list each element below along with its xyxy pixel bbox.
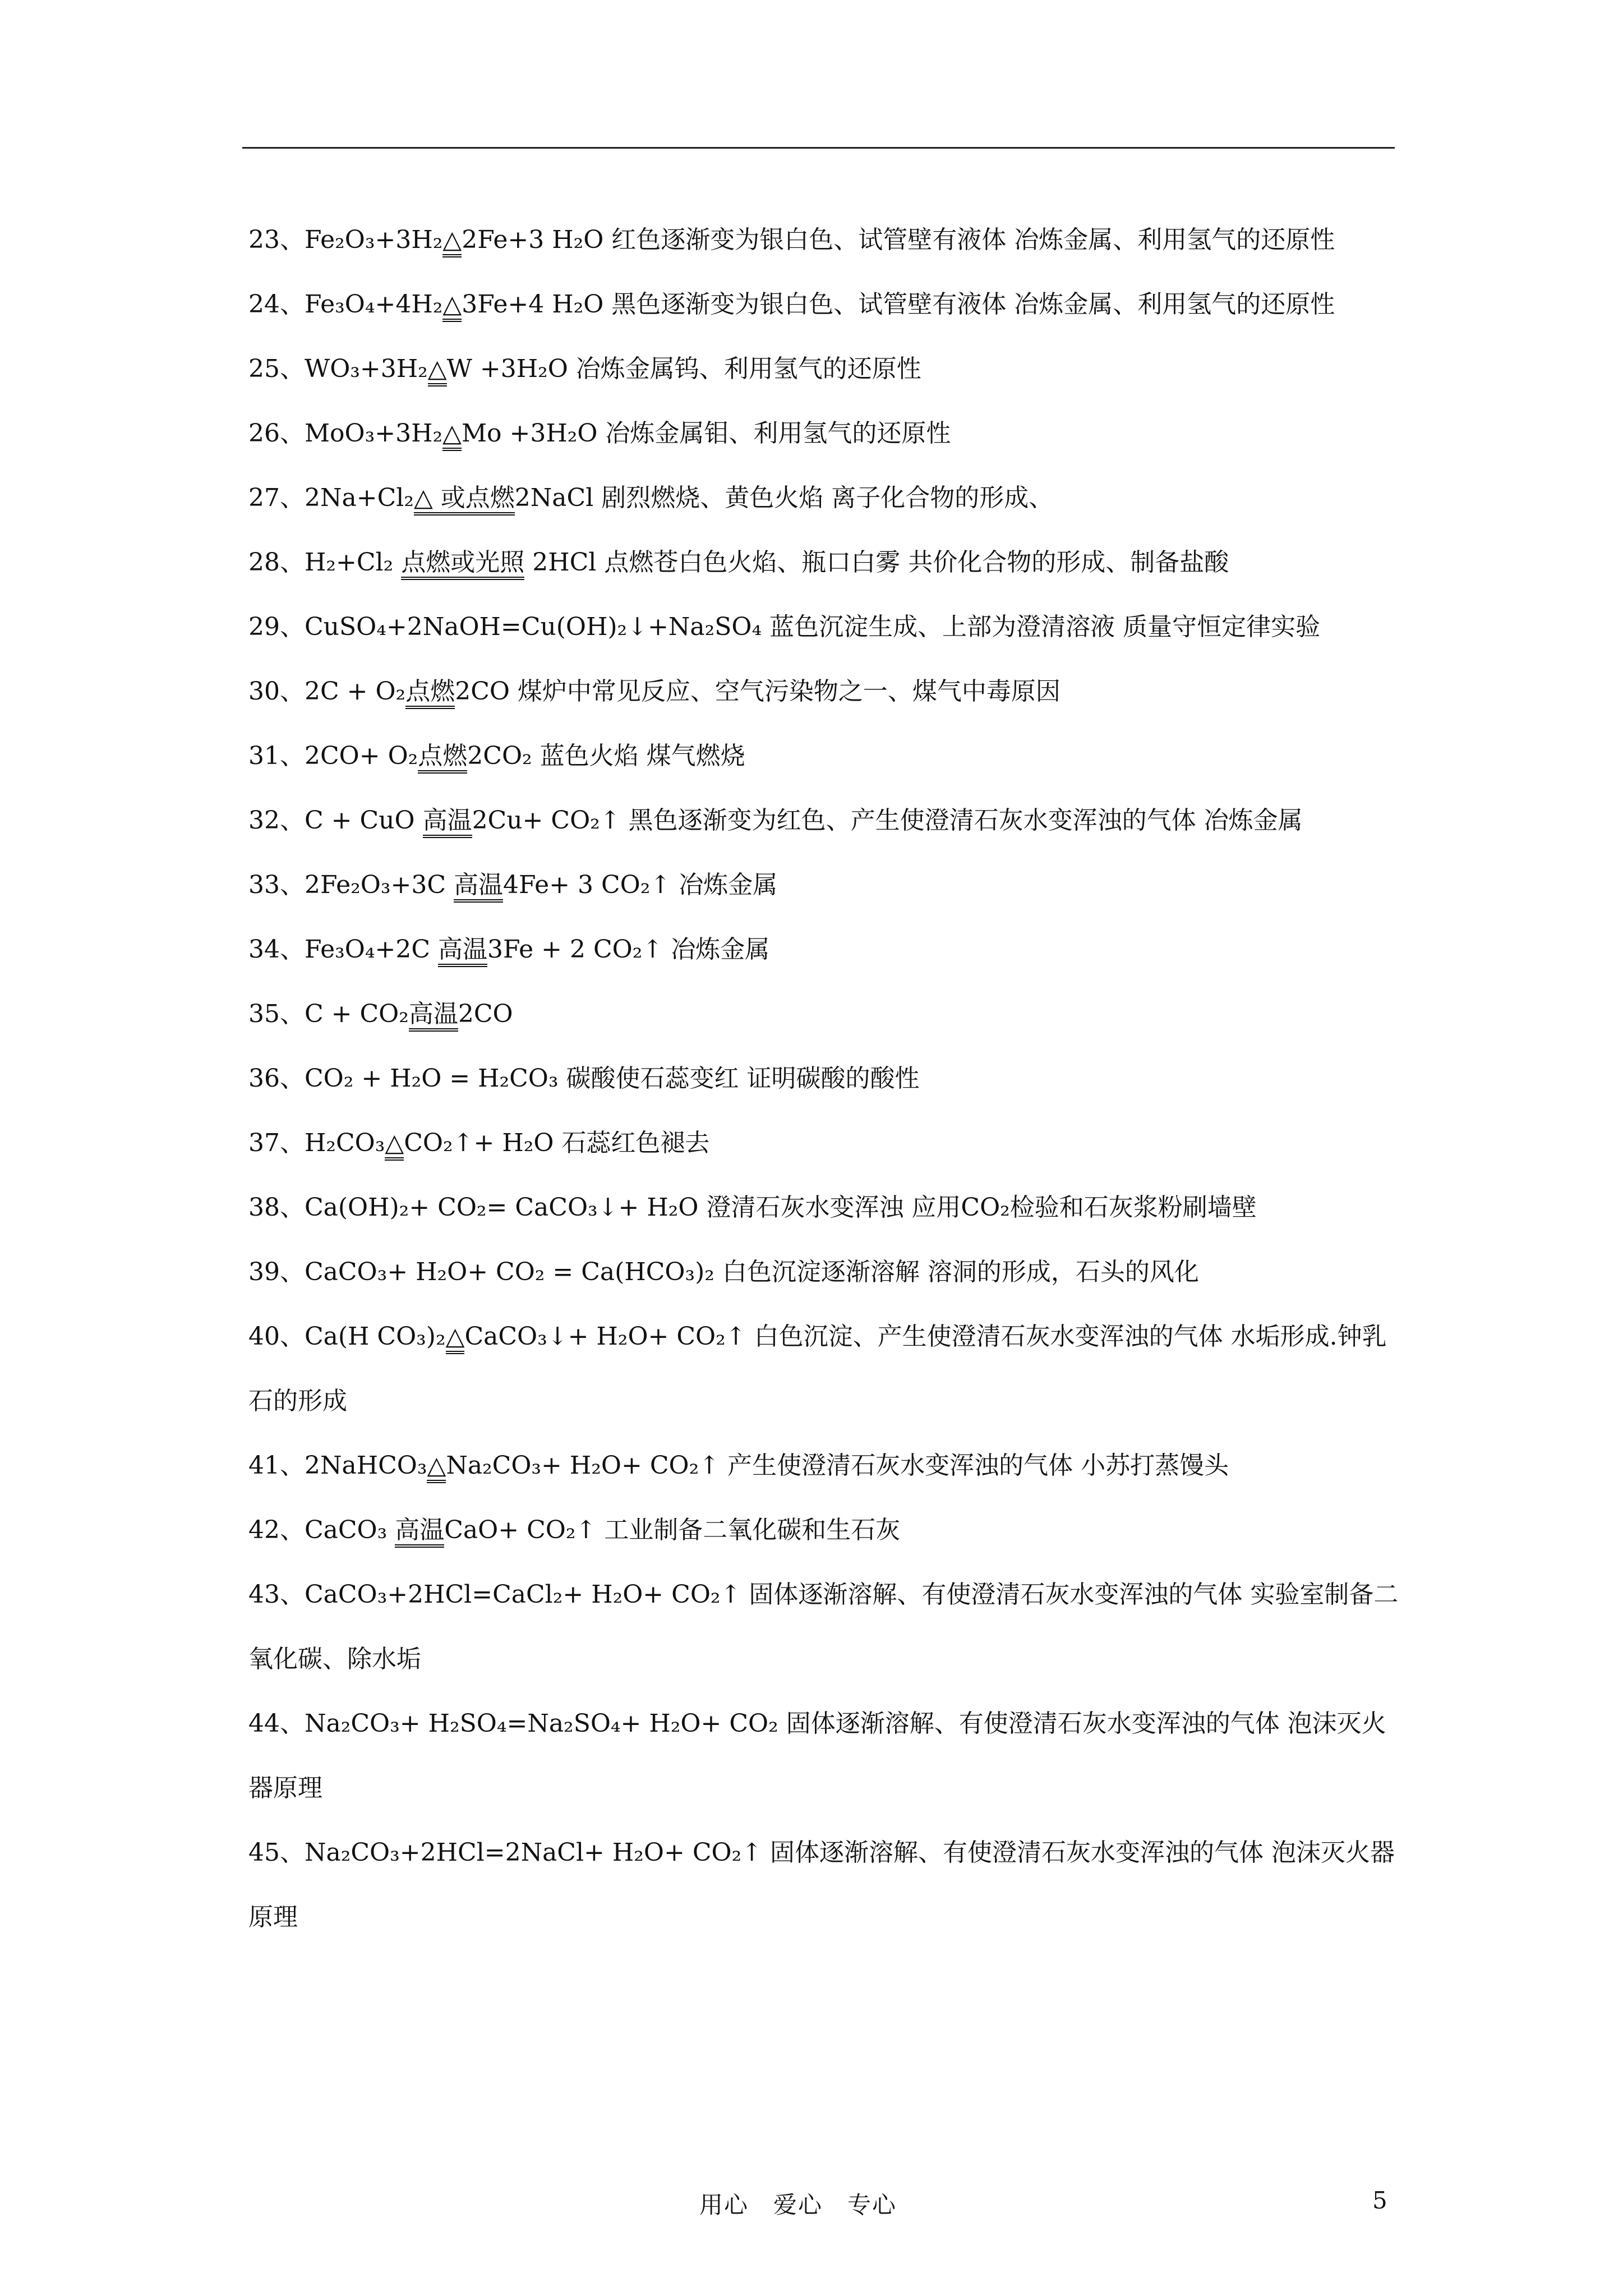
reaction-condition: △ bbox=[442, 227, 462, 257]
list-item bbox=[248, 1433, 1404, 1498]
entry-text: Na₂CO₃+ H₂O+ CO₂↑ 产生使澄清石灰水变浑浊的气体 小苏打蒸馒头 bbox=[446, 1451, 1229, 1480]
list-item bbox=[248, 1691, 1404, 1820]
entry-text: 27、2Na+Cl₂ bbox=[248, 484, 414, 512]
list-item bbox=[248, 208, 1404, 272]
entry-text: 2CO 煤炉中常见反应、空气污染物之一、煤气中毒原因 bbox=[455, 677, 1061, 706]
list-item bbox=[248, 530, 1404, 595]
entry-text: 39、CaCO₃+ H₂O+ CO₂ = Ca(HCO₃)₂ 白色沉淀逐渐溶解 溶洞的形成，石头的风化 bbox=[248, 1258, 1199, 1286]
entry-text: 30、2C + O₂ bbox=[248, 677, 406, 706]
list-item bbox=[248, 659, 1404, 724]
list-item bbox=[248, 788, 1404, 853]
reaction-condition: 点燃 bbox=[418, 743, 467, 774]
entry-text: 42、CaCO₃ bbox=[248, 1516, 395, 1544]
list-item bbox=[248, 1562, 1404, 1691]
list-item bbox=[248, 1175, 1404, 1240]
list-item bbox=[248, 1111, 1404, 1175]
reaction-condition: 高温 bbox=[454, 872, 503, 903]
list-item bbox=[248, 1304, 1404, 1433]
reaction-condition: △ bbox=[428, 356, 447, 386]
entry-text: 40、Ca(H CO₃)₂ bbox=[248, 1322, 446, 1351]
entry-text: 2HCl 点燃苍白色火焰、瓶口白雾 共价化合物的形成、制备盐酸 bbox=[524, 548, 1229, 577]
reaction-condition: △ bbox=[446, 1324, 465, 1354]
entry-text: 28、H₂+Cl₂ bbox=[248, 548, 402, 577]
entry-text: 31、2CO+ O₂ bbox=[248, 742, 418, 770]
entry-text: 32、C + CuO bbox=[248, 806, 423, 835]
entry-text: 33、2Fe₂O₃+3C bbox=[248, 871, 454, 899]
list-item bbox=[248, 724, 1404, 788]
list-item bbox=[248, 1820, 1404, 1949]
list-item bbox=[248, 337, 1404, 401]
entry-text: 3Fe+4 H₂O 黑色逐渐变为银白色、试管壁有液体 冶炼金属、利用氢气的还原性 bbox=[462, 290, 1335, 319]
entry-text: 4Fe+ 3 CO₂↑ 冶炼金属 bbox=[503, 871, 778, 899]
entry-text: 41、2NaHCO₃ bbox=[248, 1451, 427, 1480]
reaction-condition: △ bbox=[385, 1130, 404, 1161]
reaction-condition: 点燃或光照 bbox=[401, 550, 524, 580]
entry-text: 2NaCl 剧烈燃烧、黄色火焰 离子化合物的形成、 bbox=[514, 484, 1054, 512]
list-item bbox=[248, 1240, 1404, 1304]
list-item bbox=[248, 1498, 1404, 1562]
list-item bbox=[248, 595, 1404, 659]
reaction-condition: 高温 bbox=[409, 1001, 458, 1032]
entry-text: 38、Ca(OH)₂+ CO₂= CaCO₃↓+ H₂O 澄清石灰水变浑浊 应用CO₂检验和石灰浆粉刷墙壁 bbox=[248, 1193, 1257, 1222]
entry-text: W +3H₂O 冶炼金属钨、利用氢气的还原性 bbox=[446, 355, 921, 383]
list-item bbox=[248, 917, 1404, 982]
entry-text: 2CO₂ 蓝色火焰 煤气燃烧 bbox=[467, 742, 745, 770]
list-item bbox=[248, 272, 1404, 337]
reaction-condition: △ 或点燃 bbox=[414, 485, 515, 516]
list-item bbox=[248, 401, 1404, 466]
entry-text: 45、Na₂CO₃+2HCl=2NaCl+ H₂O+ CO₂↑ 固体逐渐溶解、有使澄清石灰水变浑浊的气体 泡沫灭火器原理 bbox=[248, 1838, 1395, 1931]
entry-text: CaCO₃↓+ H₂O+ CO₂↑ 白色沉淀、产生使澄清石灰水变浑浊的气体 水垢形成.钟乳石的形成 bbox=[248, 1322, 1387, 1415]
entry-text: 36、CO₂ + H₂O = H₂CO₃ 碳酸使石蕊变红 证明碳酸的酸性 bbox=[248, 1064, 920, 1093]
reaction-condition: △ bbox=[442, 421, 462, 451]
list-item bbox=[248, 466, 1404, 530]
page-number: 5 bbox=[1372, 2187, 1387, 2214]
reaction-condition: △ bbox=[442, 292, 462, 322]
reaction-condition: 高温 bbox=[438, 937, 487, 967]
header-rule bbox=[242, 147, 1395, 149]
entry-text: 29、CuSO₄+2NaOH=Cu(OH)₂↓+Na₂SO₄ 蓝色沉淀生成、上部为澄清溶液 质量守恒定律实验 bbox=[248, 613, 1321, 641]
reaction-condition: 点燃 bbox=[405, 679, 455, 709]
entry-text: CaO+ CO₂↑ 工业制备二氧化碳和生石灰 bbox=[444, 1516, 901, 1544]
entry-text: CO₂↑+ H₂O 石蕊红色褪去 bbox=[404, 1129, 710, 1157]
list-item bbox=[248, 982, 1404, 1046]
entry-text: 35、C + CO₂ bbox=[248, 1000, 409, 1028]
entry-text: 24、Fe₃O₄+4H₂ bbox=[248, 290, 443, 319]
entry-text: 2CO bbox=[458, 1000, 513, 1028]
list-item bbox=[248, 853, 1404, 917]
entry-text: Mo +3H₂O 冶炼金属钼、利用氢气的还原性 bbox=[461, 419, 951, 448]
entry-text: 2Fe+3 H₂O 红色逐渐变为银白色、试管壁有液体 冶炼金属、利用氢气的还原性 bbox=[462, 226, 1335, 254]
reaction-condition: 高温 bbox=[395, 1517, 444, 1548]
entry-text: 34、Fe₃O₄+2C bbox=[248, 935, 439, 964]
entry-text: 37、H₂CO₃ bbox=[248, 1129, 385, 1157]
entry-text: 44、Na₂CO₃+ H₂SO₄=Na₂SO₄+ H₂O+ CO₂ 固体逐渐溶解、有使澄清石灰水变浑浊的气体 泡沫灭火器原理 bbox=[248, 1709, 1386, 1802]
reaction-condition: 高温 bbox=[423, 808, 472, 838]
entry-text: 2Cu+ CO₂↑ 黑色逐渐变为红色、产生使澄清石灰水变浑浊的气体 冶炼金属 bbox=[472, 806, 1303, 835]
entry-text: 23、Fe₂O₃+3H₂ bbox=[248, 226, 443, 254]
reaction-condition: △ bbox=[427, 1453, 446, 1483]
entry-text: 25、WO₃+3H₂ bbox=[248, 355, 428, 383]
entry-text: 3Fe + 2 CO₂↑ 冶炼金属 bbox=[487, 935, 770, 964]
equation-list bbox=[248, 208, 1404, 1949]
list-item bbox=[248, 1046, 1404, 1111]
entry-text: 43、CaCO₃+2HCl=CaCl₂+ H₂O+ CO₂↑ 固体逐渐溶解、有使澄清石灰水变浑浊的气体 实验室制备二氧化碳、除水垢 bbox=[248, 1580, 1399, 1673]
entry-text: 26、MoO₃+3H₂ bbox=[248, 419, 443, 448]
footer-motto: 用心 爱心 专心 bbox=[699, 2191, 897, 2219]
